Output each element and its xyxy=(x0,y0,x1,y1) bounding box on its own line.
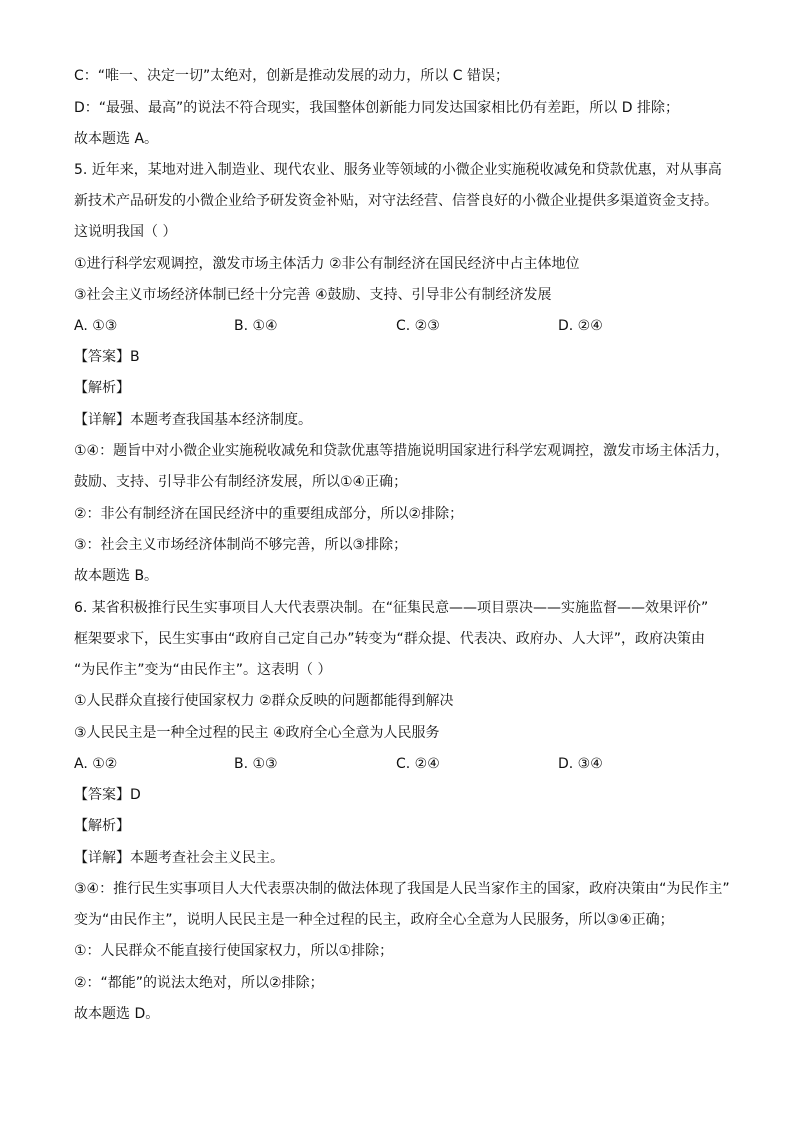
q5-option-d: D. ②④ xyxy=(558,318,603,334)
q5-explanation-4: ③：社会主义市场经济体制尚不够完善，所以③排除； xyxy=(74,537,408,553)
q5-detail: 【详解】本题考查我国基本经济制度。 xyxy=(74,412,312,428)
q5-explanation-3: ②：非公有制经济在国民经济中的重要组成部分，所以②排除； xyxy=(74,506,464,522)
q6-statements-2: ③人民民主是一种全过程的民主 ④政府全心全意为人民服务 xyxy=(74,725,440,741)
q5-statements-1: ①进行科学宏观调控，激发市场主体活力 ②非公有制经济在国民经济中占主体地位 xyxy=(74,256,580,272)
q5-option-c: C. ②③ xyxy=(396,318,440,334)
q5-explanation-1: ①④：题旨中对小微企业实施税收减免和贷款优惠等措施说明国家进行科学宏观调控，激发市场主体活力， xyxy=(74,443,730,459)
q5-option-a: A. ①③ xyxy=(74,318,118,334)
q5-statements-2: ③社会主义市场经济体制已经十分完善 ④鼓励、支持、引导非公有制经济发展 xyxy=(74,287,552,303)
q6-stem-line-3: “为民作主”变为“由民作主”。这表明（ ） xyxy=(74,662,332,678)
q6-explanation-2: 变为“由民作主”，说明人民民主是一种全过程的民主，政府全心全意为人民服务，所以③④正确； xyxy=(74,912,674,928)
q5-option-b: B. ①④ xyxy=(234,318,278,334)
q5-stem-line-2: 新技术产品研发的小微企业给予研发资金补贴，对守法经营、信誉良好的小微企业提供多渠道资金支持。 xyxy=(74,193,718,209)
q6-explanation-3: ①：人民群众不能直接行使国家权力，所以①排除； xyxy=(74,943,394,959)
q6-option-b: B. ①③ xyxy=(234,756,278,772)
q5-explanation-2: 鼓励、支持、引导非公有制经济发展，所以①④正确； xyxy=(74,474,408,490)
prev-option-c-explanation: C：“唯一、决定一切”太绝对，创新是推动发展的动力，所以 C 错误； xyxy=(74,68,509,84)
q6-explanation-4: ②：“都能”的说法太绝对，所以②排除； xyxy=(74,975,324,991)
q5-stem-line-3: 这说明我国（ ） xyxy=(74,224,177,240)
q6-detail: 【详解】本题考查社会主义民主。 xyxy=(74,850,284,866)
prev-conclusion: 故本题选 A。 xyxy=(74,131,159,147)
q5-analysis-heading: 【解析】 xyxy=(74,380,130,396)
q6-stem-line-2: 框架要求下，民生实事由“政府自己定自己办”转变为“群众提、代表决、政府办、人大评”，政府决策由 xyxy=(74,631,706,647)
prev-option-d-explanation: D：“最强、最高”的说法不符合现实，我国整体创新能力同发达国家相比仍有差距，所以 D 排除； xyxy=(74,100,679,116)
q6-option-c: C. ②④ xyxy=(396,756,440,772)
q6-answer: 【答案】D xyxy=(74,787,141,803)
q5-conclusion: 故本题选 B。 xyxy=(74,568,159,584)
q5-answer: 【答案】B xyxy=(74,349,140,365)
q5-stem-line-1: 5. 近年来，某地对进入制造业、现代农业、服务业等领域的小微企业实施税收减免和贷款优惠，对从事高 xyxy=(74,162,722,178)
q6-statements-1: ①人民群众直接行使国家权力 ②群众反映的问题都能得到解决 xyxy=(74,693,454,709)
q6-analysis-heading: 【解析】 xyxy=(74,818,130,834)
q6-stem-line-1: 6. 某省积极推行民生实事项目人大代表票决制。在“征集民意——项目票决——实施监督——效果评价” xyxy=(74,600,709,616)
q6-explanation-1: ③④：推行民生实事项目人大代表票决制的做法体现了我国是人民当家作主的国家，政府决策由“为民作主” xyxy=(74,881,730,897)
q6-option-a: A. ①② xyxy=(74,756,118,772)
q6-option-d: D. ③④ xyxy=(558,756,603,772)
q6-conclusion: 故本题选 D。 xyxy=(74,1006,160,1022)
